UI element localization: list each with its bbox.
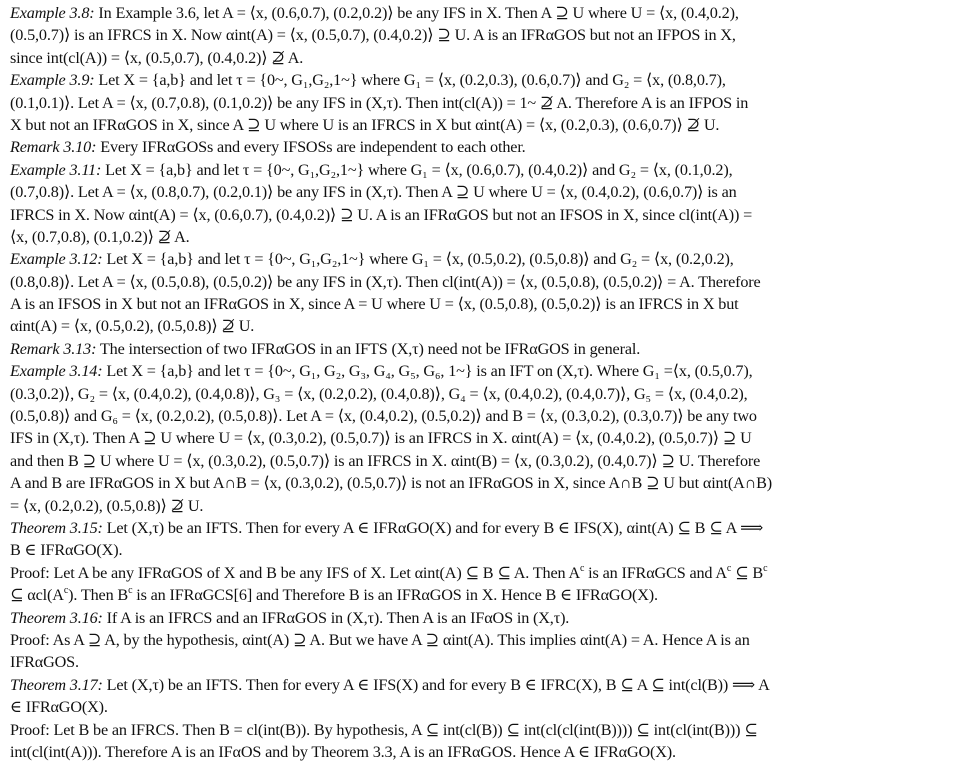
line-text: (0.5,0.8)⟩ and G₆ = ⟨x, (0.2,0.2), (0.5,0.8)⟩. Let A = ⟨x, (0.4,0.2), (0.5,0.2)⟩ and B = ⟨x, (0.3,0.2), (0.3,0.7)⟩ be any two: [10, 407, 757, 426]
text-line: [10, 47, 951, 69]
text-line: [10, 383, 951, 405]
block-heading: Theorem 3.15:: [10, 518, 103, 537]
text-line: [10, 719, 951, 741]
line-text: = ⟨x, (0.2,0.2), (0.5,0.8)⟩ ⊉ U.: [10, 496, 204, 515]
text-line: [10, 427, 951, 449]
proof-block: [10, 562, 951, 607]
line-text: ∈ IFRαGO(X).: [10, 698, 108, 717]
text-line: [10, 181, 951, 203]
text-line: [10, 495, 951, 517]
proof-block: [10, 629, 951, 674]
line-text: and then B ⊇ U where U = ⟨x, (0.3,0.2), (0.5,0.7)⟩ is an IFRCS in X. αint(B) = ⟨x, (0.3,0.2), (0.4,0.7)⟩ ⊇ U. Therefore: [10, 451, 761, 470]
line-text: (0.5,0.7)⟩ is an IFRCS in X. Now αint(A) = ⟨x, (0.5,0.7), (0.4,0.2)⟩ ⊇ U. A is an IFRαGOS but not an IFPOS in X,: [10, 26, 736, 45]
text-line: [10, 562, 951, 584]
block-heading: Example 3.11:: [10, 160, 102, 179]
text-line: [10, 338, 951, 360]
line-text: Proof: Let A be any IFRαGOS of X and B be any IFS of X. Let αint(A) ⊆ B ⊆ A. Then $A^c$ is an IFRαGCS and $A^c$ ⊆ $B^c$: [10, 562, 768, 582]
example-3-8-block: [10, 2, 951, 69]
text-line: [10, 315, 951, 337]
text-line: [10, 674, 951, 696]
theorem-3-16-block: [10, 607, 951, 629]
example-3-14-block: [10, 360, 951, 517]
remark-3-10-block: [10, 136, 951, 158]
text-line: [10, 517, 951, 539]
block-heading: Example 3.8:: [10, 4, 95, 22]
block-heading: Theorem 3.17:: [10, 675, 103, 694]
line-text: B ∈ IFRαGO(X).: [10, 541, 123, 560]
line-text: ⊆ $\alpha cl(A^c)$. Then $B^c$ is an IFRαGCS[6] and Therefore B is an IFRαGOS in X. Hence B ∈ IFRαGO(X).: [10, 585, 658, 605]
example-3-12-block: [10, 248, 951, 338]
text-line: [10, 69, 951, 91]
theorem-3-17-block: [10, 674, 951, 719]
line-text: IFRCS in X. Now αint(A) = ⟨x, (0.6,0.7), (0.4,0.2)⟩ ⊇ U. A is an IFRαGOS but not an IFSOS in X, since cl(int(A)) =: [10, 205, 753, 224]
text-line: [10, 204, 951, 226]
line-text: The intersection of two IFRαGOS in an IFTS (X,τ) need not be IFRαGOS in general.: [96, 339, 641, 358]
line-text: Let X = {a,b} and let τ = {0~, G₁, G₂, G₃, G₄, G₅, G₆, 1~} is an IFT on (X,τ). Where G₁ =⟨x, (0.5,0.7),: [102, 362, 753, 381]
line-text: IFRαGOS.: [10, 653, 79, 672]
line-text: IFS in (X,τ). Then A ⊇ U where U = ⟨x, (0.3,0.2), (0.5,0.7)⟩ is an IFRCS in X. αint(A) = ⟨x, (0.4,0.2), (0.5,0.7)⟩ ⊇ U: [10, 429, 752, 448]
text-line: [10, 293, 951, 315]
line-text: In Example 3.6, let A = ⟨x, (0.6,0.7), (0.2,0.2)⟩ be any IFS in X. Then A ⊇ U where U = ⟨x, (0.4,0.2),: [94, 4, 739, 22]
example-3-9-block: [10, 69, 951, 136]
text-line: [10, 405, 951, 427]
theorem-3-15-block: [10, 517, 951, 562]
text-line: [10, 741, 951, 763]
text-line: [10, 136, 951, 158]
line-text: int(cl(int(A))). Therefore A is an IFαOS and by Theorem 3.3, A is an IFRαGOS. Hence A ∈ IFRαGO(X).: [10, 742, 676, 761]
text-line: [10, 159, 951, 181]
line-text: since int(cl(A)) = ⟨x, (0.5,0.7), (0.4,0.2)⟩ ⊉ A.: [10, 48, 304, 67]
text-line: [10, 2, 951, 24]
line-text: Proof: Let B be an IFRCS. Then B = cl(int(B)). By hypothesis, A ⊆ int(cl(B)) ⊆ int(cl(cl(int(B)))) ⊆ int(cl(int(B))) ⊆: [10, 720, 758, 739]
text-line: [10, 651, 951, 673]
text-line: [10, 271, 951, 293]
line-text: Proof: As A ⊇ A, by the hypothesis, αint(A) ⊇ A. But we have A ⊇ αint(A). This implies αint(A) = A. Hence A is an: [10, 630, 750, 649]
text-line: [10, 360, 951, 382]
remark-3-13-block: [10, 338, 951, 360]
line-text: A is an IFSOS in X but not an IFRαGOS in X, since A = U where U = ⟨x, (0.5,0.8), (0.5,0.2)⟩ is an IFRCS in X but: [10, 295, 739, 314]
text-line: [10, 92, 951, 114]
block-heading: Theorem 3.16:: [10, 608, 103, 627]
block-heading: Example 3.12:: [10, 250, 103, 269]
block-heading: Example 3.9:: [10, 71, 95, 90]
block-heading: Example 3.14:: [10, 362, 103, 381]
text-line: [10, 584, 951, 606]
proof-block: [10, 719, 951, 764]
text-line: [10, 629, 951, 651]
block-heading: Remark 3.10:: [10, 138, 97, 157]
line-text: (0.8,0.8)⟩. Let A = ⟨x, (0.5,0.8), (0.5,0.2)⟩ be any IFS in (X,τ). Then cl(int(A)) = ⟨x, (0.5,0.8), (0.5,0.2)⟩ = A. Therefore: [10, 272, 761, 291]
text-line: [10, 24, 951, 46]
line-text: If A is an IFRCS and an IFRαGOS in (X,τ). Then A is an IFαOS in (X,τ).: [102, 608, 570, 627]
text-line: [10, 472, 951, 494]
text-line: [10, 696, 951, 718]
line-text: (0.1,0.1)⟩. Let A = ⟨x, (0.7,0.8), (0.1,0.2)⟩ be any IFS in (X,τ). Then int(cl(A)) = 1~ ⊉ A. Therefore A is an IFPOS in: [10, 93, 749, 112]
line-text: (0.7,0.8)⟩. Let A = ⟨x, (0.8,0.7), (0.2,0.1)⟩ be any IFS in (X,τ). Then A ⊇ U where U = ⟨x, (0.4,0.2), (0.6,0.7)⟩ is an: [10, 183, 737, 202]
text-line: [10, 539, 951, 561]
line-text: Every IFRαGOSs and every IFSOSs are independent to each other.: [96, 138, 526, 157]
block-heading: Remark 3.13:: [10, 339, 97, 358]
line-text: Let X = {a,b} and let τ = {0~, G₁,G₂,1~} where G₁ = ⟨x, (0.6,0.7), (0.4,0.2)⟩ and G₂ = ⟨x, (0.1,0.2),: [101, 160, 733, 179]
line-text: A and B are IFRαGOS in X but A∩B = ⟨x, (0.3,0.2), (0.5,0.7)⟩ is not an IFRαGOS in X, since A∩B ⊇ U but αint(A∩B): [10, 474, 773, 493]
line-text: Let X = {a,b} and let τ = {0~, G₁,G₂,1~} where G₁ = ⟨x, (0.2,0.3), (0.6,0.7)⟩ and G₂ = ⟨x, (0.8,0.7),: [94, 71, 726, 90]
text-line: [10, 114, 951, 136]
text-line: [10, 607, 951, 629]
text-line: [10, 450, 951, 472]
line-text: αint(A) = ⟨x, (0.5,0.2), (0.5,0.8)⟩ ⊉ U.: [10, 317, 255, 336]
line-text: Let X = {a,b} and let τ = {0~, G₁,G₂,1~} where G₁ = ⟨x, (0.5,0.2), (0.5,0.8)⟩ and G₂ = ⟨x, (0.2,0.2),: [102, 250, 734, 269]
line-text: (0.3,0.2)⟩, G₂ = ⟨x, (0.4,0.2), (0.4,0.8)⟩, G₃ = ⟨x, (0.2,0.2), (0.4,0.8)⟩, G₄ = ⟨x, (0.4,0.2), (0.4,0.7)⟩, G₅ = ⟨x, (0.4,0.2),: [10, 384, 748, 403]
line-text: Let (X,τ) be an IFTS. Then for every A ∈ IFS(X) and for every B ∈ IFRC(X), B ⊆ A ⊆ int(cl(B)) ⟹ A: [102, 675, 770, 694]
line-text: ⟨x, (0.7,0.8), (0.1,0.2)⟩ ⊉ A.: [10, 227, 190, 246]
line-text: Let (X,τ) be an IFTS. Then for every A ∈ IFRαGO(X) and for every B ∈ IFS(X), αint(A) ⊆ B ⊆ A ⟹: [102, 518, 764, 537]
example-3-11-block: [10, 159, 951, 249]
text-line: [10, 226, 951, 248]
line-text: X but not an IFRαGOS in X, since A ⊇ U where U is an IFRCS in X but αint(A) = ⟨x, (0.2,0.3), (0.6,0.7)⟩ ⊉ U.: [10, 115, 720, 134]
text-line: [10, 248, 951, 270]
